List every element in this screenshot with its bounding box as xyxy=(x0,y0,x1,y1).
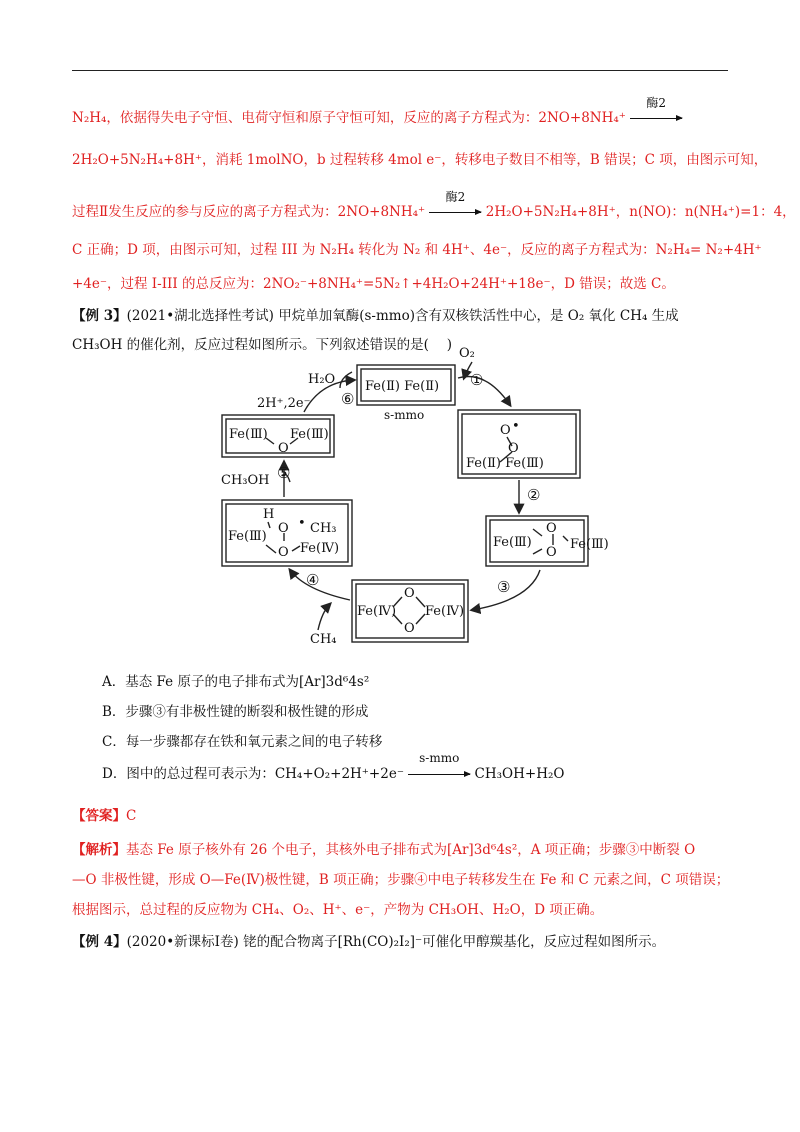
product-ch3oh: CH₃OH xyxy=(221,473,270,488)
prev-line-3a: 过程Ⅱ发生反应的参与反应的离子方程式为：2NO+8NH₄⁺ xyxy=(72,204,426,220)
option-d-lhs: D．图中的总过程可表示为：CH₄+O₂+2H⁺+2e⁻ xyxy=(102,766,404,782)
box6-fe1: Fe(Ⅲ) xyxy=(229,427,268,442)
product-h2o: H₂O xyxy=(308,372,336,387)
example4-text: (2020•新课标Ⅰ卷) 铑的配合物离子[Rh(CO)₂I₂]⁻可催化甲醇羰基化，反应过程如图所示。 xyxy=(126,934,666,950)
analysis-line-3: 根据图示，总过程的反应物为 CH₄、O₂、H⁺、e⁻，产物为 CH₃OH、H₂O，D 项正确。 xyxy=(72,902,604,918)
analysis-text-1: 基态 Fe 原子核外有 26 个电子，其核外电子排布式为[Ar]3d⁶4s²，A 项正确；步骤③中断裂 O xyxy=(126,842,696,858)
analysis-line-2: —O 非极性键，形成 O—Fe(Ⅳ)极性键，B 项正确；步骤④中电子转移发生在 Fe 和 C 元素之间，C 项错误； xyxy=(72,872,730,888)
step3-label: ③ xyxy=(497,578,511,596)
box5-ch3: CH₃ xyxy=(310,521,337,536)
box5-dot: • xyxy=(298,516,306,531)
option-d xyxy=(102,751,565,782)
example4-tag: 【例 4】 xyxy=(72,934,127,950)
example3-q1: (2021•湖北选择性考试) 甲烷单加氧酶(s-mmo)含有双核铁活性中心，是 O₂ 氧化 CH₄ 生成 xyxy=(126,308,679,324)
step2-label: ② xyxy=(527,486,541,504)
prev-line-2: 2H₂O+5N₂H₄+8H⁺，消耗 1molNO，b 过程转移 4mol e⁻，转移电子数目不相等，B 错误；C 项，由图示可知， xyxy=(72,152,768,168)
reagent-ch4: CH₄ xyxy=(310,632,337,647)
answer-value: C xyxy=(126,808,137,824)
prev-line-5: +4e⁻，过程 I-III 的总反应为：2NO₂⁻+8NH₄⁺=5N₂↑+4H₂O+24H⁺+18e⁻，D 错误；故选 C。 xyxy=(72,276,675,292)
box4-fe1: Fe(Ⅳ) xyxy=(357,604,397,619)
box5-o2: O xyxy=(278,545,289,560)
answer-label: 【答案】 xyxy=(72,808,126,824)
analysis-line-1 xyxy=(72,840,695,860)
box6-o: O xyxy=(278,441,289,456)
step6-label: ⑥ xyxy=(341,390,355,408)
arrow-step1 xyxy=(458,377,510,405)
box2-o2: O xyxy=(508,441,519,456)
box2-dot: • xyxy=(512,419,520,434)
box4-fe2: Fe(Ⅳ) xyxy=(425,604,465,619)
option-d-rhs: CH₃OH+H₂O xyxy=(474,766,565,782)
prev-line-4: C 正确；D 项，由图示可知，过程 III 为 N₂H₄ 转化为 N₂ 和 4H⁺、4e⁻，反应的离子方程式为：N₂H₄= N₂+4H⁺ xyxy=(72,242,762,258)
box6-fe2: Fe(Ⅲ) xyxy=(290,427,329,442)
prev-line-1-text: N₂H₄，依据得失电子守恒、电荷守恒和原子守恒可知，反应的离子方程式为：2NO+8NH₄⁺ xyxy=(72,110,626,126)
option-a: A．基态 Fe 原子的电子排布式为[Ar]3d⁶4s² xyxy=(102,674,370,690)
center-label-smmo: s-mmo xyxy=(384,408,425,422)
box5-fe2: Fe(Ⅳ) xyxy=(300,541,340,556)
analysis-label: 【解析】 xyxy=(72,842,126,858)
example3-question-line-2: CH₃OH 的催化剂，反应过程如图所示。下列叙述错误的是( ) xyxy=(72,337,452,353)
box5-h: H xyxy=(263,507,275,522)
option-c: C．每一步骤都存在铁和氧元素之间的电子转移 xyxy=(102,734,383,750)
enzyme2-arrow-2: 酶2 xyxy=(429,202,481,222)
box4-o1: O xyxy=(404,586,415,601)
step5-label: ⑤ xyxy=(277,464,291,482)
box3-o2: O xyxy=(546,545,557,560)
box3-fe1: Fe(Ⅲ) xyxy=(493,535,532,550)
step4-label: ④ xyxy=(306,571,320,589)
reagent-o2: O₂ xyxy=(459,346,475,361)
enzyme2-arrow-1: 酶2 xyxy=(630,108,682,128)
example3-tag: 【例 3】 xyxy=(72,308,127,324)
answer-line xyxy=(72,806,136,826)
example4-question xyxy=(72,932,665,952)
option-b: B．步骤③有非极性键的断裂和极性键的形成 xyxy=(102,704,369,720)
arrow-step4 xyxy=(290,570,350,600)
reagent-2h-2e: 2H⁺,2e⁻ xyxy=(257,396,311,411)
box5-o1: O xyxy=(278,521,289,536)
box3-fe2: Fe(Ⅲ) xyxy=(570,537,609,552)
box2-fe-text: Fe(Ⅱ) Fe(Ⅲ) xyxy=(466,456,544,471)
prev-line-3b: 2H₂O+5N₂H₄+8H⁺，n(NO)：n(NH₄⁺)=1：4， xyxy=(485,204,796,220)
box3-o1: O xyxy=(546,521,557,536)
box1-text: Fe(Ⅱ) Fe(Ⅱ) xyxy=(365,379,440,394)
smmo-arrow: s-mmo xyxy=(408,766,470,782)
box5-fe1: Fe(Ⅲ) xyxy=(228,529,267,544)
step1-label: ① xyxy=(470,371,484,389)
box4-o2: O xyxy=(404,621,415,636)
box2-o1: O xyxy=(500,423,511,438)
